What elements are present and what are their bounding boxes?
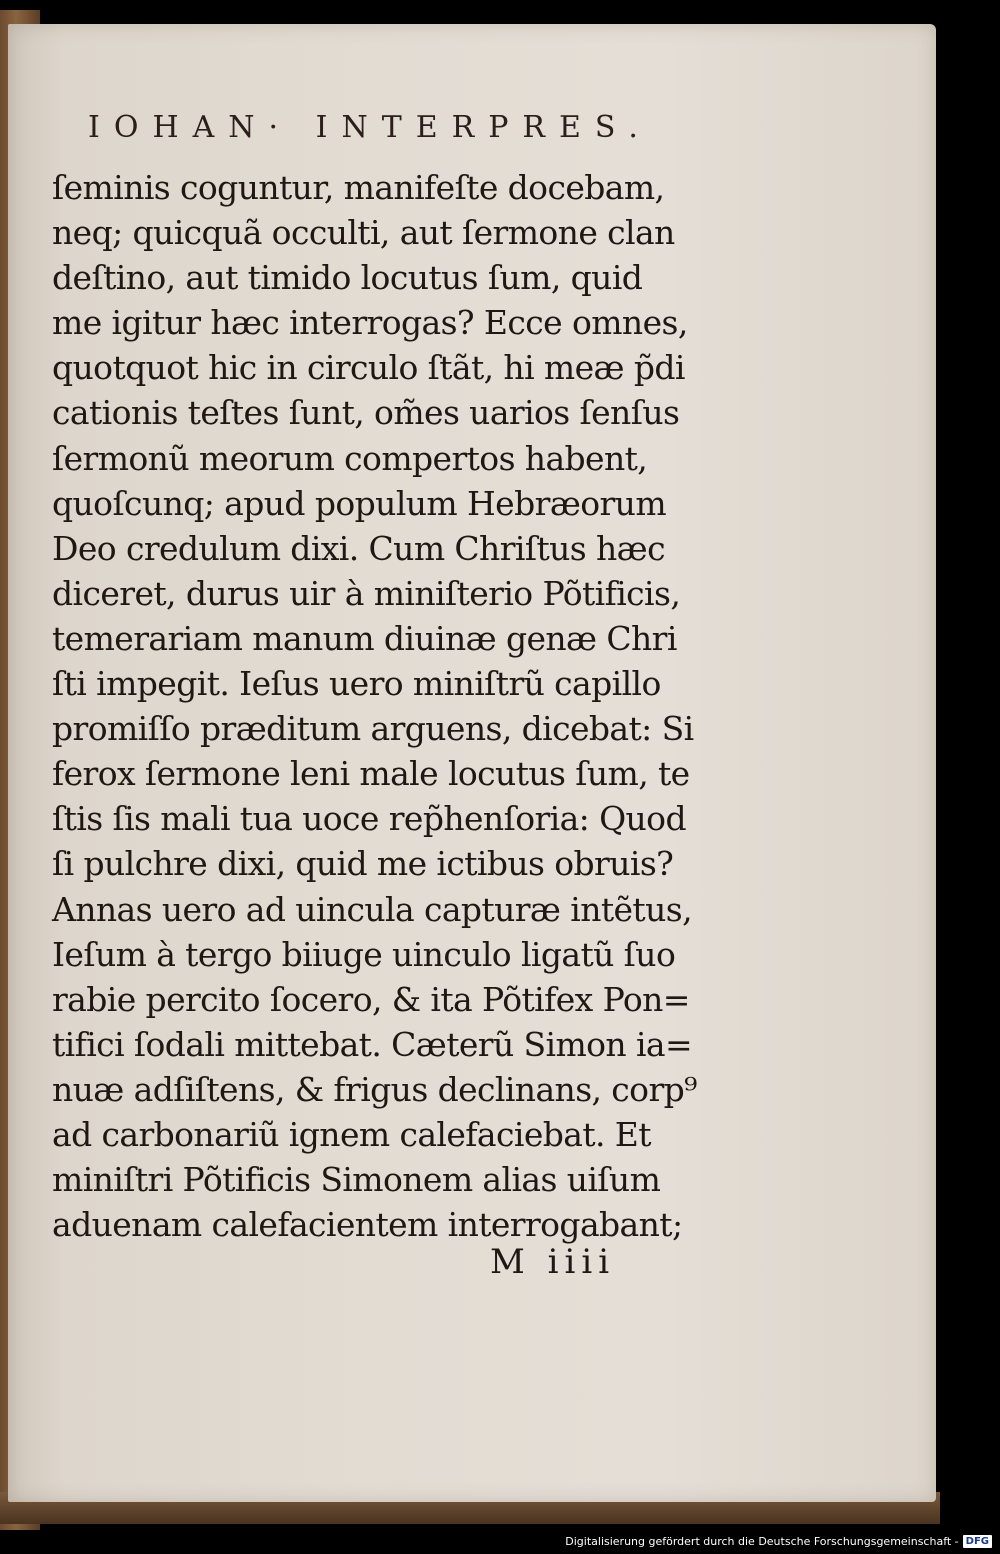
text-line: Annas uero ad uincula capturæ intẽtus, [52, 889, 692, 929]
text-line: nuæ adſiſtens, & frigus declinans, corp⁹ [52, 1069, 697, 1109]
text-line: quoſcunq; apud populum Hebræorum [52, 483, 667, 523]
signature-mark: M iiii [490, 1242, 616, 1282]
text-line: quotquot hic in circulo ſtãt, hi meæ p̃di [52, 348, 685, 388]
text-line: Deo credulum dixi. Cum Chriſtus hæc [52, 528, 665, 568]
digitization-credit [565, 1535, 992, 1548]
text-line: Ieſum à tergo biiuge uinculo ligatũ ſuo [52, 934, 676, 974]
text-line: me igitur hæc interrogas? Ecce omnes, [52, 303, 688, 343]
text-line: ſi pulchre dixi, quid me ictibus obruis? [52, 844, 674, 884]
dfg-logo: DFG [963, 1535, 992, 1548]
text-line: deſtino, aut timido locutus ſum, quid [52, 258, 643, 298]
text-line: neq; quicquã occulti, aut ſermone clan [52, 213, 675, 253]
text-line: temerariam manum diuinæ genæ Chri [52, 618, 677, 658]
text-line: diceret, durus uir à miniſterio Põtificis, [52, 573, 681, 613]
text-line: ſermonũ meorum compertos habent, [52, 438, 648, 478]
text-line: ſeminis coguntur, manifeſte docebam, [52, 168, 665, 207]
text-line: cationis teſtes ſunt, om̃es uarios ſenſus [52, 393, 680, 433]
running-head: IOHAN· INTERPRES. [88, 110, 652, 145]
text-line: ferox ſermone leni male locutus ſum, te [52, 754, 690, 794]
credit-text: Digitalisierung gefördert durch die Deutsche Forschungsgemeinschaft - [565, 1535, 959, 1548]
text-line: promiſſo præditum arguens, dicebat: Si [52, 709, 694, 749]
text-line: tifici ſodali mittebat. Cæterũ Simon ia= [52, 1024, 693, 1064]
text-line: ſtis ſis mali tua uoce rep̃henſoria: Quod [52, 799, 686, 839]
text-line: ſti impegit. Ieſus uero miniſtrũ capillo [52, 664, 661, 704]
text-line: ad carbonariũ ignem calefaciebat. Et [52, 1114, 651, 1154]
text-block [52, 165, 697, 1247]
text-line: rabie percito ſocero, & ita Põtifex Pon= [52, 979, 690, 1019]
text-line: aduenam calefacientem interrogabant; [52, 1205, 683, 1245]
text-line: miniſtri Põtificis Simonem alias uiſum [52, 1160, 661, 1200]
